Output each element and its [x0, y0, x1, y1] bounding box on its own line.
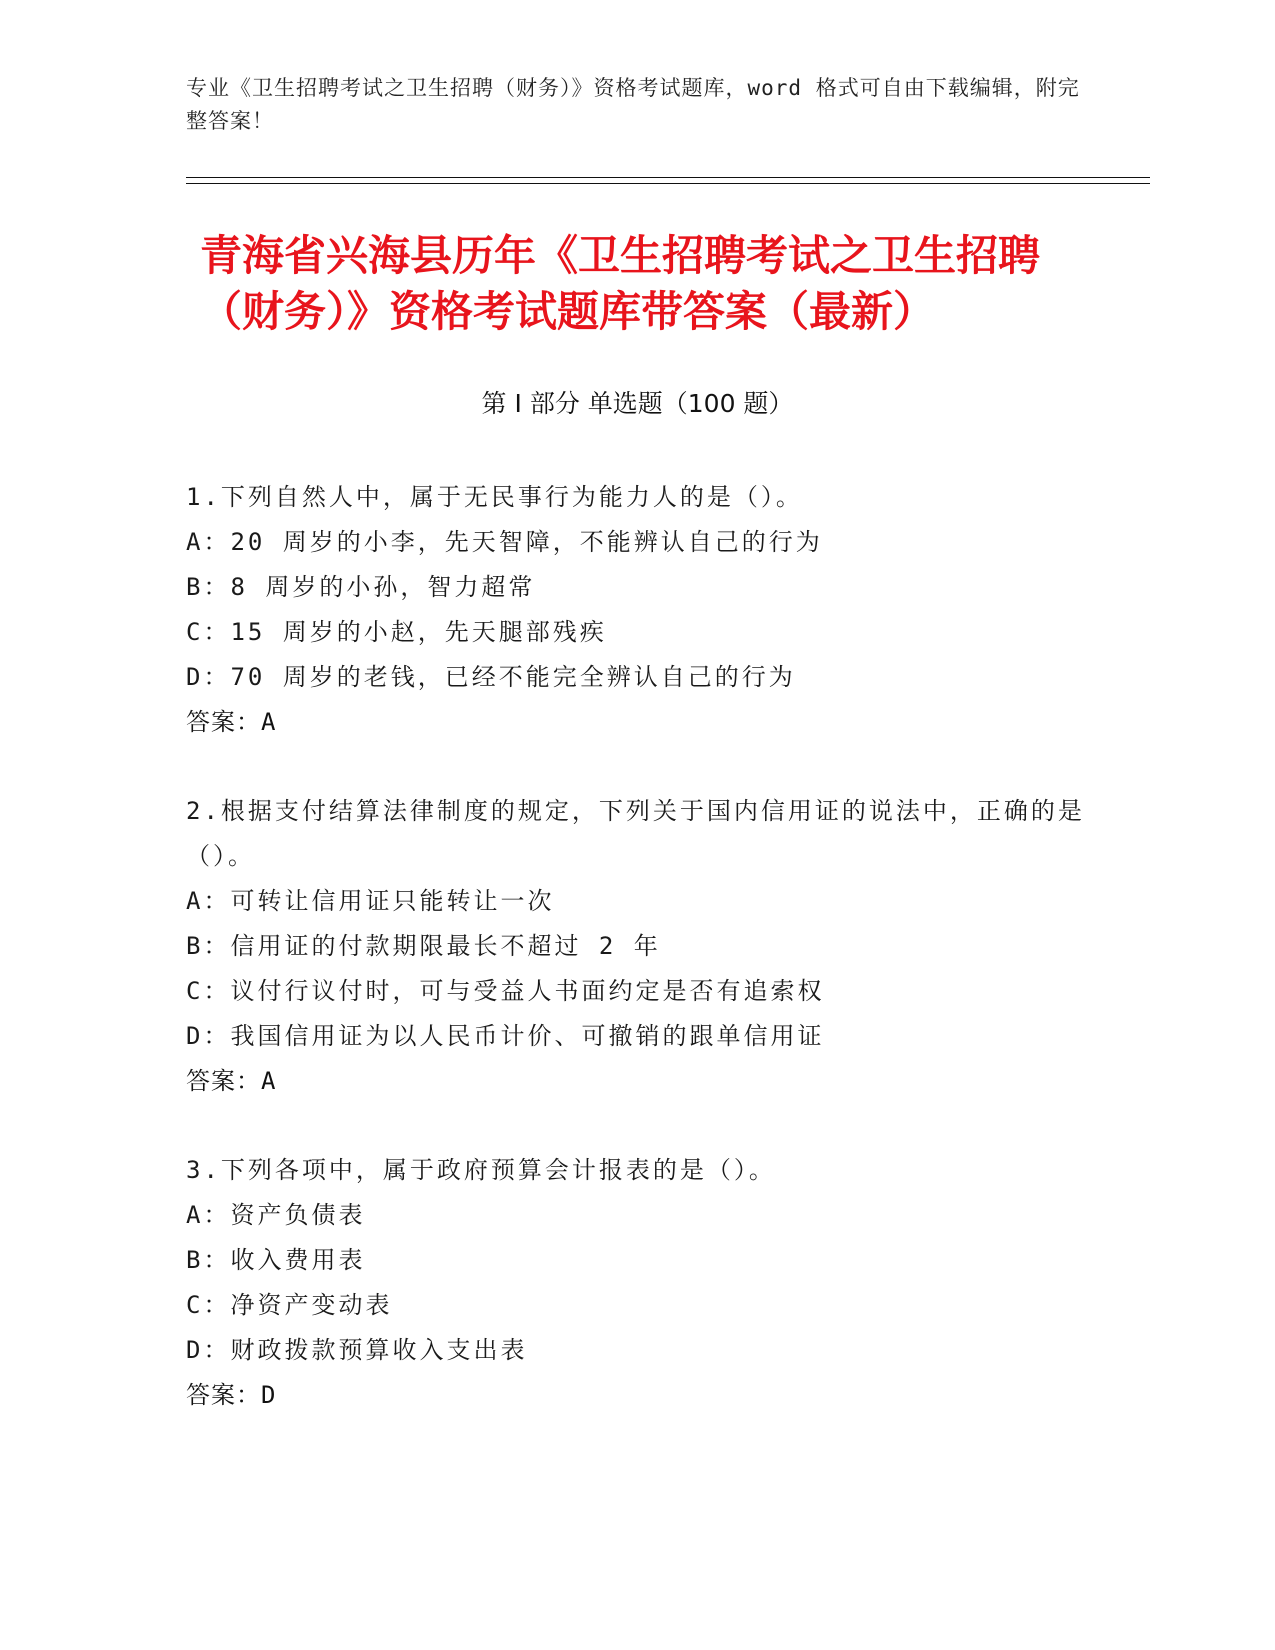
option-b: B：信用证的付款期限最长不超过 2 年: [186, 932, 661, 960]
option-b: B：收入费用表: [186, 1246, 366, 1274]
answer: 答案：D: [186, 1381, 277, 1409]
question-stem: 1.下列自然人中，属于无民事行为能力人的是（）。: [186, 483, 803, 511]
option-d: D：70 周岁的老钱，已经不能完全辨认自己的行为: [186, 663, 796, 691]
option-b: B：8 周岁的小孙，智力超常: [186, 573, 536, 601]
header-divider-bottom: [186, 183, 1150, 184]
header-note: 专业《卫生招聘考试之卫生招聘（财务）》资格考试题库，word 格式可自由下载编辑，附完整答案！: [186, 76, 1080, 133]
question-1: [186, 475, 1086, 745]
header-divider-top: [186, 177, 1150, 178]
question-2: [186, 789, 1086, 1104]
answer: 答案：A: [186, 1067, 277, 1095]
option-c: C：净资产变动表: [186, 1291, 393, 1319]
option-c: C：15 周岁的小赵，先天腿部残疾: [186, 618, 607, 646]
option-a: A：20 周岁的小李，先天智障，不能辨认自己的行为: [186, 528, 823, 556]
option-a: A：可转让信用证只能转让一次: [186, 887, 555, 915]
question-stem: 3.下列各项中，属于政府预算会计报表的是（）。: [186, 1156, 776, 1184]
document-title: 青海省兴海县历年《卫生招聘考试之卫生招聘（财务）》资格考试题库带答案（最新）: [200, 231, 1041, 336]
question-stem: 2.根据支付结算法律制度的规定，下列关于国内信用证的说法中，正确的是（）。: [186, 797, 1085, 870]
option-d: D：财政拨款预算收入支出表: [186, 1336, 528, 1364]
option-d: D：我国信用证为以人民币计价、可撤销的跟单信用证: [186, 1022, 825, 1050]
question-3: [186, 1148, 1086, 1418]
question-list: [186, 475, 1086, 1462]
option-c: C：议付行议付时，可与受益人书面约定是否有追索权: [186, 977, 825, 1005]
option-a: A：资产负债表: [186, 1201, 366, 1229]
section-heading: 第 I 部分 单选题（100 题）: [481, 389, 794, 418]
answer: 答案：A: [186, 708, 277, 736]
